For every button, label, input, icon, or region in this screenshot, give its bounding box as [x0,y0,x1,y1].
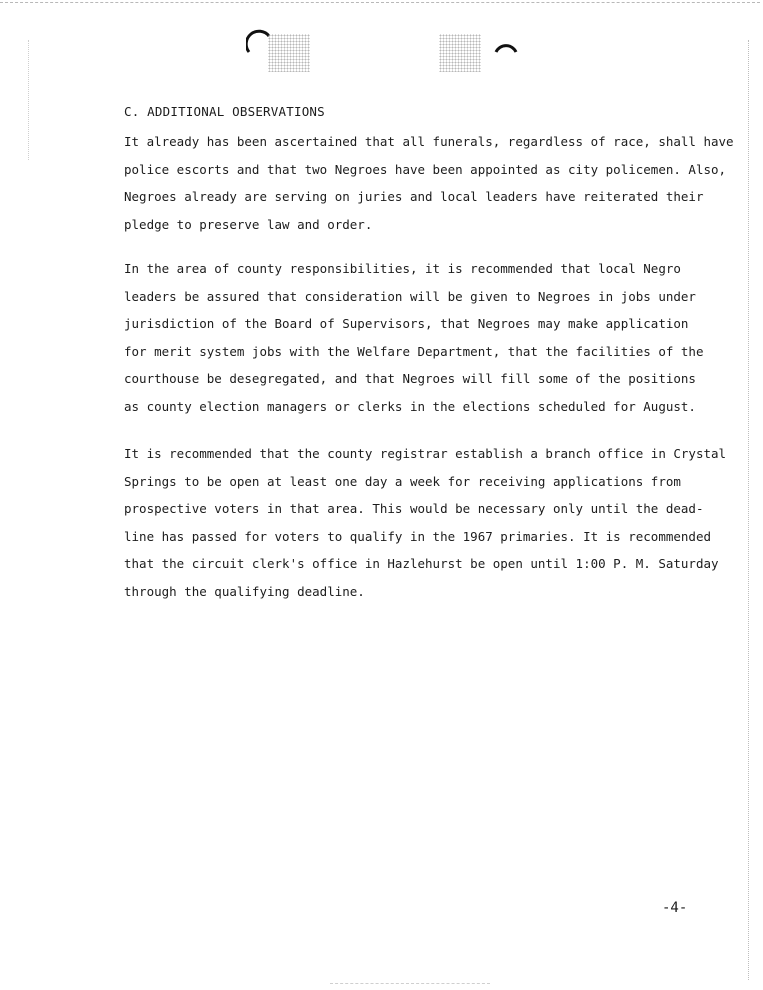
text-line: police escorts and that two Negroes have been appointed as city policemen. Also, [124,161,727,177]
text-line: courthouse be desegregated, and that Negroes will fill some of the positions [124,371,696,387]
scan-edge-bottom [330,983,490,984]
text-line: jurisdiction of the Board of Supervisors, that Negroes may make application [124,316,689,332]
text-line: line has passed for voters to qualify in the 1967 primaries. It is recommended [124,528,711,544]
text-line: through the qualifying deadline. [124,583,365,599]
paragraph-3 [124,440,726,606]
punch-stipple-left [268,34,310,72]
text-line: pledge to preserve law and order. [124,216,373,232]
punch-arc-right [493,28,519,54]
scan-edge-top [0,2,760,3]
text-line: It already has been ascertained that all funerals, regardless of race, shall have [124,134,734,149]
text-line: leaders be assured that consideration will be given to Negroes in jobs under [124,288,696,304]
scan-edge-left [28,40,29,160]
text-line: It is recommended that the county registrar establish a branch office in Crystal [124,446,727,461]
text-line: for merit system jobs with the Welfare Department, that the facilities of the [124,343,704,359]
text-line: Springs to be open at least one day a week for receiving applications from [124,473,681,489]
punch-stipple-right [439,34,481,72]
text-line: In the area of county responsibilities, it is recommended that local Negro [124,261,681,276]
paragraph-2 [124,255,703,421]
text-line: prospective voters in that area. This would be necessary only until the dead- [124,501,704,517]
text-line: Negroes already are serving on juries and local leaders have reiterated their [124,189,704,205]
paragraph-1 [124,128,734,238]
page-number: -4- [662,900,688,916]
punch-hole-mark-icon [240,22,320,82]
punch-hole-mark-icon [435,22,515,82]
text-line: as county election managers or clerks in the elections scheduled for August. [124,398,696,414]
section-heading: C. ADDITIONAL OBSERVATIONS [124,104,325,119]
scan-edge-right [748,40,749,980]
text-line: that the circuit clerk's office in Hazlehurst be open until 1:00 P. M. Saturday [124,556,719,572]
